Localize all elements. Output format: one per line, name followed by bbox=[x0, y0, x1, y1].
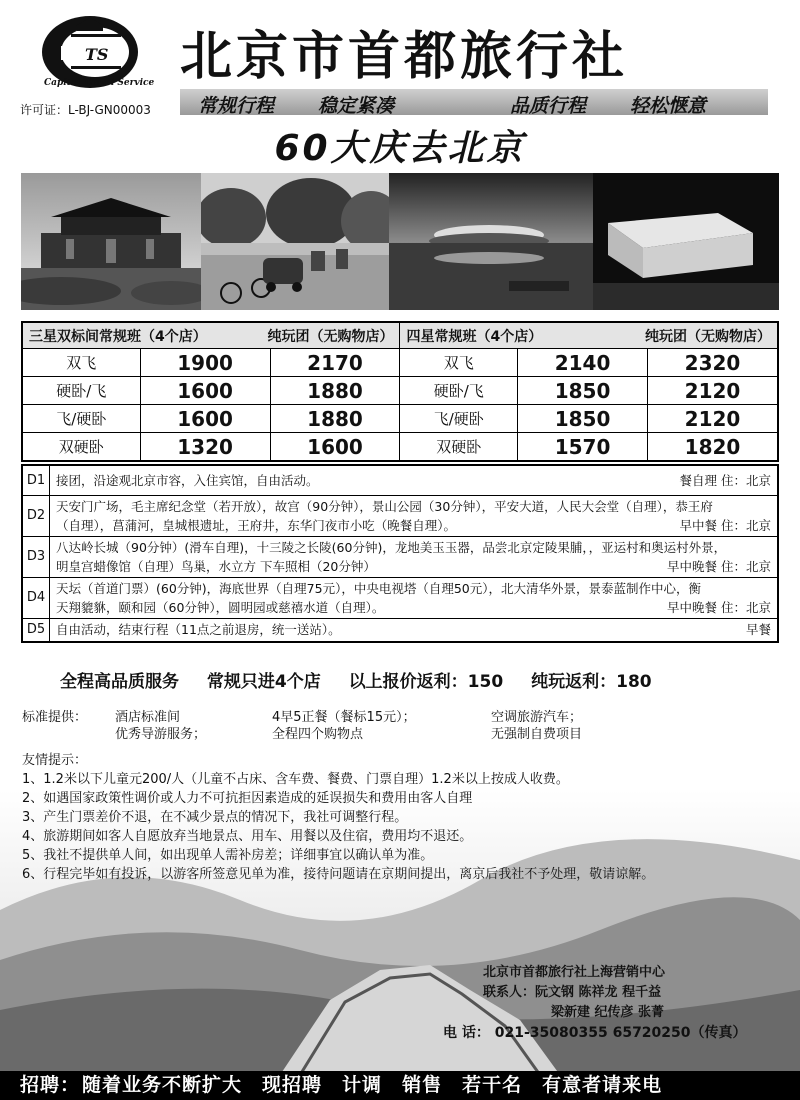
standard-item: 优秀导游服务； bbox=[115, 727, 207, 742]
water-cube-photo bbox=[593, 173, 779, 310]
price-row bbox=[22, 377, 778, 405]
transport-label: 硬卧/飞 bbox=[22, 377, 140, 405]
standard-item: 酒店标准间 bbox=[115, 710, 181, 725]
right-package-header: 四星常规班（4个店） bbox=[406, 328, 543, 345]
standard-item: 空调旅游汽车； bbox=[491, 710, 583, 725]
price-row bbox=[22, 405, 778, 433]
tip-item: 1、1.2米以下儿童元200/人（儿童不占床、含车费、餐费、门票自理）1.2米以上按成人收费。 bbox=[22, 772, 569, 787]
tip-item: 5、我社不提供单人间，如出现单人需补房差；详细事宜以确认单为准。 bbox=[22, 848, 434, 863]
price-cell: 1900 bbox=[140, 349, 270, 377]
tips-title: 友情提示： bbox=[22, 753, 88, 768]
birds-nest-photo bbox=[389, 173, 593, 310]
itinerary-row bbox=[22, 577, 778, 618]
tiananmen-photo bbox=[21, 173, 201, 310]
friendly-tips bbox=[22, 751, 792, 884]
contact-people-label: 联系人： bbox=[483, 985, 536, 1000]
price-cell: 1600 bbox=[140, 405, 270, 433]
service-quality: 全程高品质服务 bbox=[60, 672, 179, 692]
price-cell: 2140 bbox=[518, 349, 648, 377]
recruit-item: 销售 bbox=[402, 1074, 443, 1096]
recruit-item: 现招聘 bbox=[262, 1074, 323, 1096]
slogan-3: 品质行程 bbox=[510, 95, 587, 117]
service-summary bbox=[60, 667, 674, 692]
office-name: 北京市首都旅行社上海营销中心 bbox=[483, 965, 666, 980]
transport-label: 飞/硬卧 bbox=[400, 405, 518, 433]
slogan-4: 轻松惬意 bbox=[630, 95, 707, 117]
price-row bbox=[22, 433, 778, 462]
itinerary-text: 天翔貔貅，颐和园（60分钟），圆明园或慈禧水道（自理）。 bbox=[56, 599, 385, 615]
recruitment-bar bbox=[0, 1071, 800, 1100]
day-label: D1 bbox=[22, 465, 50, 495]
price-cell: 2120 bbox=[648, 405, 778, 433]
price-cell: 1570 bbox=[518, 433, 648, 462]
standards-label: 标准提供： bbox=[22, 710, 88, 725]
itinerary-text: 天坛（首道门票）(60分钟)，海底世界（自理75元），中央电视塔（自理50元），北大清华外景，景泰蓝制作中心，衡 bbox=[56, 580, 701, 596]
recruit-label: 招聘： bbox=[20, 1074, 81, 1096]
meal-lodging: 早中晚餐 住：北京 bbox=[667, 599, 771, 615]
price-cell: 1600 bbox=[270, 433, 400, 462]
service-shops: 常规只进4个店 bbox=[206, 672, 321, 692]
transport-label: 双飞 bbox=[22, 349, 140, 377]
price-table bbox=[21, 321, 779, 462]
standard-item: 全程四个购物点 bbox=[272, 727, 364, 742]
itinerary-table bbox=[21, 464, 779, 643]
license-number: 许可证：L-BJ-GN00003 bbox=[20, 103, 151, 117]
price-cell: 2170 bbox=[270, 349, 400, 377]
service-rebate: 以上报价返利：150 bbox=[348, 672, 504, 692]
day-label: D4 bbox=[22, 577, 50, 618]
left-package-header-alt: 纯玩团（无购物店） bbox=[267, 328, 394, 345]
price-cell: 1850 bbox=[518, 377, 648, 405]
itinerary-row bbox=[22, 536, 778, 577]
slogan-bar bbox=[180, 89, 768, 115]
left-package-header: 三星双标间常规班（4个店） bbox=[29, 328, 207, 345]
recruit-item: 随着业务不断扩大 bbox=[82, 1074, 243, 1096]
service-pure-rebate: 纯玩返利：180 bbox=[531, 672, 652, 692]
day-label: D5 bbox=[22, 618, 50, 642]
meal-lodging: 早中餐 住：北京 bbox=[679, 517, 771, 533]
transport-label: 硬卧/飞 bbox=[400, 377, 518, 405]
slogan-1: 常规行程 bbox=[198, 95, 275, 117]
itinerary-text: 自由活动，结束行程（11点之前退房，统一送站）。 bbox=[56, 622, 341, 638]
transport-label: 双飞 bbox=[400, 349, 518, 377]
transport-label: 双硬卧 bbox=[22, 433, 140, 462]
price-cell: 1600 bbox=[140, 377, 270, 405]
hutong-rickshaw-photo bbox=[201, 173, 389, 310]
price-cell: 1320 bbox=[140, 433, 270, 462]
day-label: D3 bbox=[22, 536, 50, 577]
itinerary-row bbox=[22, 465, 778, 495]
recruit-item: 有意者请来电 bbox=[542, 1074, 663, 1096]
price-cell: 1880 bbox=[270, 405, 400, 433]
meal-lodging: 餐自理 住：北京 bbox=[679, 472, 771, 488]
tip-item: 2、如遇国家政策性调价或人力不可抗拒因素造成的延误损失和费用由客人自理 bbox=[22, 791, 473, 806]
price-cell: 2320 bbox=[648, 349, 778, 377]
itinerary-text: 明皇宫蜡像馆（自理）鸟巢，水立方 下车照相（20分钟） bbox=[56, 558, 376, 574]
itinerary-text: 天安门广场，毛主席纪念堂（若开放），故宫（90分钟），景山公园（30分钟），平安大道，人民大会堂（自理），恭王府 bbox=[56, 498, 713, 514]
meal-lodging: 早餐 bbox=[745, 622, 771, 638]
logo-letters: TS bbox=[85, 45, 109, 64]
transport-label: 飞/硬卧 bbox=[22, 405, 140, 433]
itinerary-text: 八达岭长城（90分钟）(滑车自理)，十三陵之长陵(60分钟)，龙地美玉玉器，品尝北京定陵果脯，，亚运村和奥运村外景， bbox=[56, 539, 727, 555]
contact-phone: 电 话： 021-35080355 65720250（传真） bbox=[443, 1025, 747, 1041]
logo-caption: Capital Travel Service bbox=[44, 78, 155, 88]
recruit-item: 计调 bbox=[342, 1074, 383, 1096]
tip-item: 6、行程完毕如有投诉，以游客所签意见单为准，接待问题请在京期间提出，离京后我社不予处理，敬请谅解。 bbox=[22, 867, 655, 882]
transport-label: 双硬卧 bbox=[400, 433, 518, 462]
standard-item: 4早5正餐（餐标15元）； bbox=[272, 710, 416, 725]
price-cell: 1880 bbox=[270, 377, 400, 405]
slogan-2: 稳定紧凑 bbox=[318, 95, 395, 117]
contact-info bbox=[443, 963, 747, 1043]
price-cell: 1820 bbox=[648, 433, 778, 462]
price-cell: 2120 bbox=[648, 377, 778, 405]
itinerary-text: 接团，沿途观北京市容，入住宾馆，自由活动。 bbox=[56, 472, 319, 488]
contact-people: 梁新建 纪传彦 张菁 bbox=[551, 1005, 665, 1020]
contact-people: 阮文钢 陈祥龙 程千益 bbox=[535, 985, 662, 1000]
recruit-item: 若干名 bbox=[462, 1074, 523, 1096]
meal-lodging: 早中晚餐 住：北京 bbox=[667, 558, 771, 574]
price-cell: 1850 bbox=[518, 405, 648, 433]
tip-item: 3、产生门票差价不退，在不减少景点的情况下，我社可调整行程。 bbox=[22, 810, 408, 825]
agency-name: 北京市首都旅行社 bbox=[180, 27, 629, 87]
tip-item: 4、旅游期间如客人自愿放弃当地景点、用车、用餐以及住宿，费用均不退还。 bbox=[22, 829, 473, 844]
headline: 60大庆去北京 bbox=[274, 128, 526, 169]
price-row bbox=[22, 349, 778, 377]
standard-item: 无强制自费项目 bbox=[491, 727, 583, 742]
right-package-header-alt: 纯玩团（无购物店） bbox=[645, 328, 771, 345]
itinerary-text: （自理），菖蒲河，皇城根遗址，王府井，东华门夜市小吃（晚餐自理）。 bbox=[56, 517, 457, 533]
itinerary-row bbox=[22, 618, 778, 642]
day-label: D2 bbox=[22, 495, 50, 536]
itinerary-row bbox=[22, 495, 778, 536]
